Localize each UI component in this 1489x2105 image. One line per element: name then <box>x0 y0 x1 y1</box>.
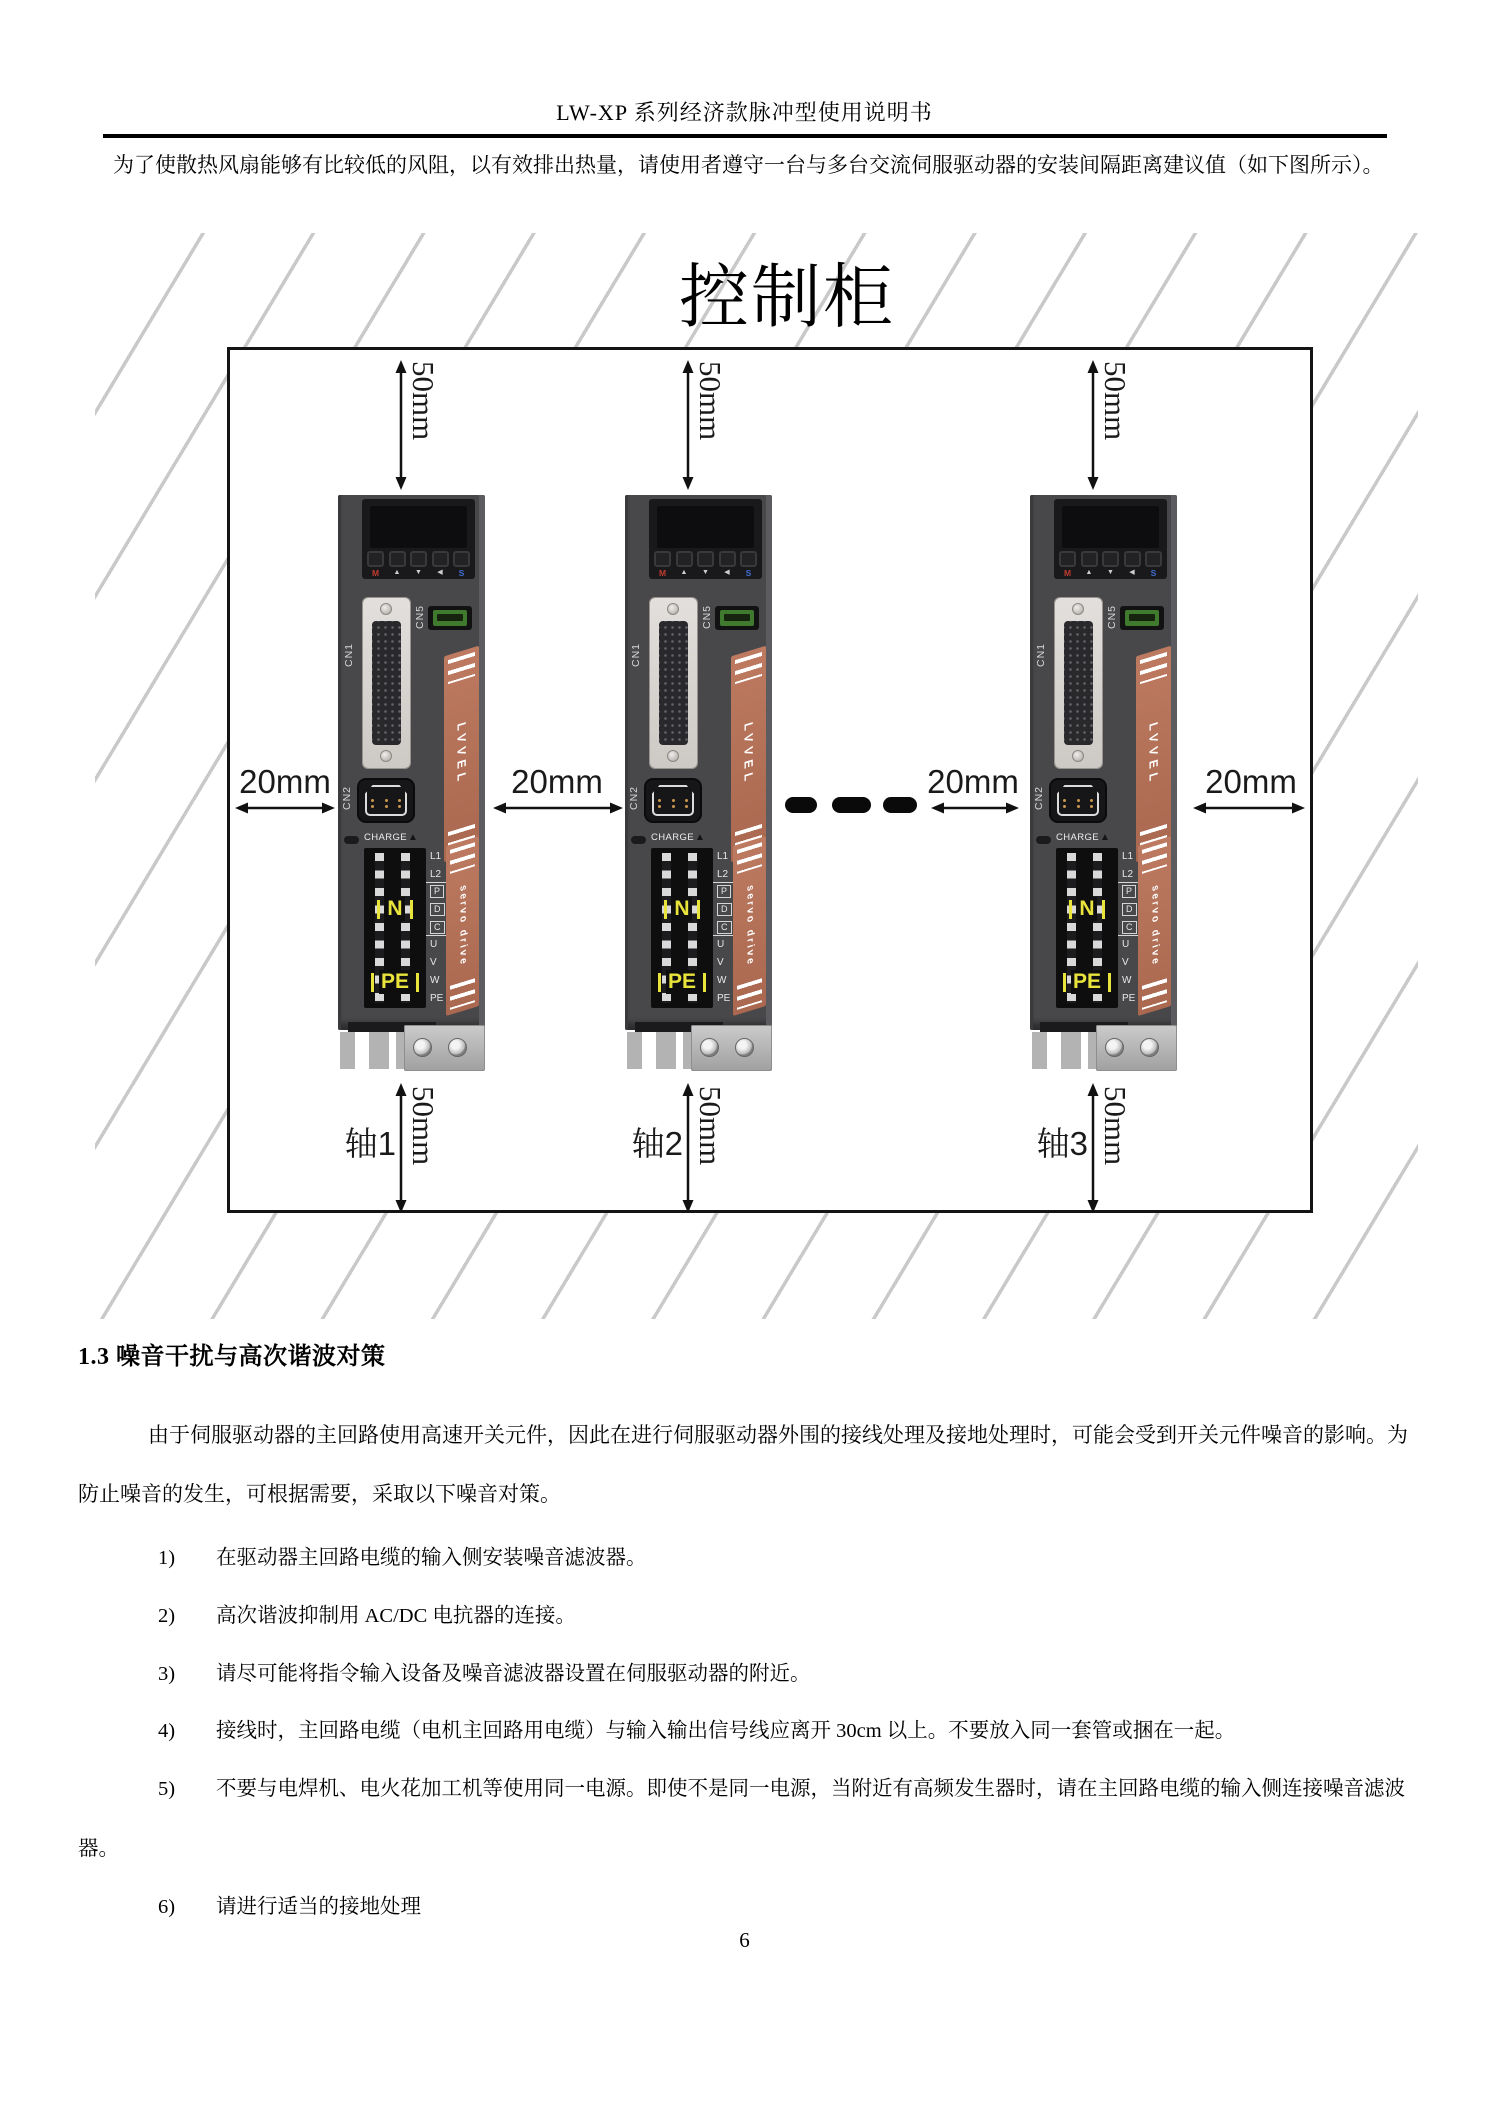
terminal-label: V <box>1122 957 1129 969</box>
bottom-clearance-label: 50mm <box>693 1086 728 1166</box>
up-arrow-icon: ▲ <box>680 569 688 576</box>
mounting-plate <box>691 1025 772 1071</box>
side-clearance-label: 20mm <box>1205 763 1297 800</box>
servo-drive-axis2 <box>625 495 772 1071</box>
terminal-label: U <box>717 939 725 951</box>
set-button <box>453 551 470 567</box>
top-clearance-label: 50mm <box>1098 361 1133 441</box>
servo-drive-axis3 <box>1030 495 1177 1071</box>
shift-button <box>719 551 736 567</box>
charge-led <box>631 836 646 844</box>
figure-title: 控制柜 <box>679 258 895 336</box>
set-glyph: S <box>1150 568 1157 578</box>
seven-segment-display <box>1062 506 1159 548</box>
axis-label-2: 轴2 <box>631 1125 683 1162</box>
terminal-label: L2 <box>430 866 474 884</box>
cn5-label: CN5 <box>414 605 426 630</box>
cn5-label: CN5 <box>1106 605 1118 630</box>
drive-display-panel <box>649 499 762 579</box>
cn1-pin-field <box>372 621 401 745</box>
up-button <box>1081 551 1098 567</box>
list-item: 4) 接线时，主回路电缆（电机主回路用电缆）与输入输出信号线应离开 30cm 以上。不要放入同一套管或捆在一起。 <box>158 1720 1236 1742</box>
mode-glyph: M <box>1063 568 1072 578</box>
servo-drive-axis1 <box>338 495 485 1071</box>
screw-icon <box>735 1038 754 1057</box>
pe-overlay: PE <box>1056 970 1118 994</box>
screw-icon <box>1140 1038 1159 1057</box>
screw-icon <box>380 603 392 615</box>
screw-icon <box>1072 603 1084 615</box>
set-glyph: S <box>745 568 752 578</box>
left-arrow-icon: ◀ <box>437 569 443 576</box>
screw-icon <box>413 1038 432 1057</box>
terminal-label: W <box>1122 974 1132 986</box>
terminal-label: V <box>717 957 724 969</box>
up-button <box>389 551 406 567</box>
terminal-label: U <box>430 939 438 951</box>
servo-drive-badge <box>1138 836 1171 1016</box>
cn1-connector <box>1055 598 1102 768</box>
button-glyph-row <box>367 568 470 578</box>
terminal-label: L1 <box>1122 851 1134 862</box>
warning-triangle-icon: ▲ <box>1100 832 1111 843</box>
mode-button <box>654 551 671 567</box>
dimension-arrow-horizontal <box>1193 801 1305 815</box>
cn1-label: CN1 <box>343 643 355 668</box>
set-button <box>740 551 757 567</box>
top-clearance-label: 50mm <box>406 361 441 441</box>
screw-icon <box>667 603 679 615</box>
charge-label <box>1056 832 1110 843</box>
up-arrow-icon: ▲ <box>1085 569 1093 576</box>
down-arrow-icon: ▼ <box>415 569 422 576</box>
top-clearance-label: 50mm <box>693 361 728 441</box>
charge-text: CHARGE <box>364 832 408 843</box>
cn2-connector <box>1051 780 1105 821</box>
shift-button <box>1124 551 1141 567</box>
cn2-connector <box>646 780 700 821</box>
terminal-label: L1 <box>430 851 442 862</box>
warning-triangle-icon: ▲ <box>695 832 706 843</box>
mode-glyph: M <box>371 568 380 578</box>
terminal-label: C <box>430 919 474 937</box>
brand-badge <box>731 646 766 863</box>
mode-button <box>367 551 384 567</box>
brand-label: LVVEL <box>1146 720 1161 788</box>
servo-drive-label: servo drive <box>457 883 469 968</box>
terminal-label: C <box>717 919 761 937</box>
bottom-clearance-label: 50mm <box>1098 1086 1133 1166</box>
side-clearance-label: 20mm <box>239 763 331 800</box>
cn5-usb-port <box>428 606 472 630</box>
screw-icon <box>667 750 679 762</box>
dimension-arrow-horizontal <box>931 801 1019 815</box>
charge-led <box>344 836 359 844</box>
list-item: 6) 请进行适当的接地处理 <box>158 1896 421 1918</box>
charge-text: CHARGE <box>1056 832 1100 843</box>
mounting-plate <box>404 1025 485 1071</box>
servo-drive-body <box>625 495 772 1030</box>
screw-icon <box>1105 1038 1124 1057</box>
down-arrow-icon: ▼ <box>702 569 709 576</box>
header-rule <box>103 134 1387 138</box>
mounting-plate <box>1096 1025 1177 1071</box>
button-glyph-row <box>1059 568 1162 578</box>
continuation-dash <box>883 797 917 813</box>
terminal-label: D <box>1122 901 1166 919</box>
terminal-block <box>651 848 713 1008</box>
continuation-dash <box>832 797 871 813</box>
list-item: 3) 请尽可能将指令输入设备及噪音滤波器设置在伺服驱动器的附近。 <box>158 1663 811 1685</box>
cn1-pin-field <box>1064 621 1093 745</box>
terminal-label: W <box>717 974 727 986</box>
mounting-bracket <box>627 1032 691 1069</box>
installation-clearance-diagram <box>95 233 1418 1319</box>
neutral-overlay: N <box>1056 897 1118 921</box>
list-item: 2) 高次谐波抑制用 AC/DC 电抗器的连接。 <box>158 1605 576 1627</box>
terminal-label: W <box>430 974 440 986</box>
cn2-connector <box>359 780 413 821</box>
terminal-label: P <box>717 883 761 901</box>
servo-drive-body <box>338 495 485 1030</box>
brand-badge <box>444 646 479 863</box>
drive-display-panel <box>1054 499 1167 579</box>
terminal-label: U <box>1122 939 1130 951</box>
left-arrow-icon: ◀ <box>724 569 730 576</box>
page-header-title: LW-XP 系列经济款脉冲型使用说明书 <box>556 100 933 125</box>
charge-led <box>1036 836 1051 844</box>
cn2-pins <box>658 799 688 802</box>
axis-label-1: 轴1 <box>344 1125 396 1162</box>
terminal-label: V <box>430 957 437 969</box>
mounting-bracket <box>1032 1032 1096 1069</box>
terminal-label: PE <box>430 990 474 1008</box>
servo-drive-badge <box>446 836 479 1016</box>
axis-label-3: 轴3 <box>1036 1125 1088 1162</box>
cn1-label: CN1 <box>1035 643 1047 668</box>
button-glyph-row <box>654 568 757 578</box>
section-paragraph: 由于伺服驱动器的主回路使用高速开关元件，因此在进行伺服驱动器外围的接线处理及接地处理时，可能会受到开关元件噪音的影响。为防止噪音的发生，可根据需要，采取以下噪音对策。 <box>78 1423 1408 1506</box>
pe-overlay: PE <box>651 970 713 994</box>
mode-button <box>1059 551 1076 567</box>
dimension-arrow-horizontal <box>235 801 335 815</box>
screw-icon <box>700 1038 719 1057</box>
servo-drive-badge <box>733 836 766 1016</box>
terminal-label: L2 <box>717 866 761 884</box>
pe-overlay: PE <box>364 970 426 994</box>
down-arrow-icon: ▼ <box>1107 569 1114 576</box>
bottom-clearance-label: 50mm <box>406 1086 441 1166</box>
down-button <box>410 551 427 567</box>
cn5-usb-port <box>1120 606 1164 630</box>
up-arrow-icon: ▲ <box>393 569 401 576</box>
cn2-label: CN2 <box>1033 786 1045 811</box>
terminal-label: D <box>717 901 761 919</box>
charge-text: CHARGE <box>651 832 695 843</box>
screw-icon <box>1072 750 1084 762</box>
cn2-label: CN2 <box>628 786 640 811</box>
set-button <box>1145 551 1162 567</box>
up-button <box>676 551 693 567</box>
cn2-pins <box>1063 799 1093 802</box>
terminal-block <box>1056 848 1118 1008</box>
seven-segment-display <box>370 506 467 548</box>
neutral-overlay: N <box>651 897 713 921</box>
side-clearance-label: 20mm <box>511 763 603 800</box>
dimension-arrow-horizontal <box>493 801 623 815</box>
charge-label <box>364 832 418 843</box>
neutral-overlay: N <box>364 897 426 921</box>
mounting-bracket <box>340 1032 404 1069</box>
terminal-label: L2 <box>1122 866 1166 884</box>
drive-display-panel <box>362 499 475 579</box>
panel-button-row <box>654 551 757 567</box>
cn5-usb-port <box>715 606 759 630</box>
screw-icon <box>380 750 392 762</box>
cn1-label: CN1 <box>630 643 642 668</box>
terminal-label: PE <box>717 990 761 1008</box>
usb-socket <box>433 610 467 626</box>
brand-badge <box>1136 646 1171 863</box>
down-button <box>1102 551 1119 567</box>
intro-paragraph: 为了使散热风扇能够有比较低的风阻，以有效排出热量，请使用者遵守一台与多台交流伺服驱动器的安装间隔距离建议值（如下图所示）。 <box>113 153 1384 177</box>
terminal-label: P <box>430 883 474 901</box>
cn2-pins <box>371 799 401 802</box>
cn2-label: CN2 <box>341 786 353 811</box>
servo-drive-body <box>1030 495 1177 1030</box>
screw-icon <box>448 1038 467 1057</box>
shift-button <box>432 551 449 567</box>
servo-drive-label: servo drive <box>744 883 756 968</box>
left-arrow-icon: ◀ <box>1129 569 1135 576</box>
side-clearance-label: 20mm <box>927 763 1019 800</box>
page-number: 6 <box>739 1928 750 1952</box>
down-button <box>697 551 714 567</box>
set-glyph: S <box>458 568 465 578</box>
brand-label: LVVEL <box>454 720 469 788</box>
section-heading: 1.3 噪音干扰与高次谐波对策 <box>78 1344 386 1370</box>
mode-glyph: M <box>658 568 667 578</box>
seven-segment-display <box>657 506 754 548</box>
list-item: 5) 不要与电焊机、电火花加工机等使用同一电源。即使不是同一电源，当附近有高频发生器时，请在主回路电缆的输入侧连接噪音滤波器。 <box>78 1778 1405 1860</box>
servo-drive-label: servo drive <box>1149 883 1161 968</box>
terminal-block <box>364 848 426 1008</box>
continuation-dash <box>785 797 817 813</box>
terminal-label: D <box>430 901 474 919</box>
brand-label: LVVEL <box>741 720 756 788</box>
warning-triangle-icon: ▲ <box>408 832 419 843</box>
list-item: 1) 在驱动器主回路电缆的输入侧安装噪音滤波器。 <box>158 1547 647 1569</box>
usb-socket <box>1125 610 1159 626</box>
cn1-pin-field <box>659 621 688 745</box>
charge-label <box>651 832 705 843</box>
cn1-connector <box>650 598 697 768</box>
panel-button-row <box>367 551 470 567</box>
panel-button-row <box>1059 551 1162 567</box>
terminal-label: L1 <box>717 851 729 862</box>
cn1-connector <box>363 598 410 768</box>
terminal-label: PE <box>1122 990 1166 1008</box>
cn5-label: CN5 <box>701 605 713 630</box>
terminal-label: P <box>1122 883 1166 901</box>
terminal-label: C <box>1122 919 1166 937</box>
usb-socket <box>720 610 754 626</box>
